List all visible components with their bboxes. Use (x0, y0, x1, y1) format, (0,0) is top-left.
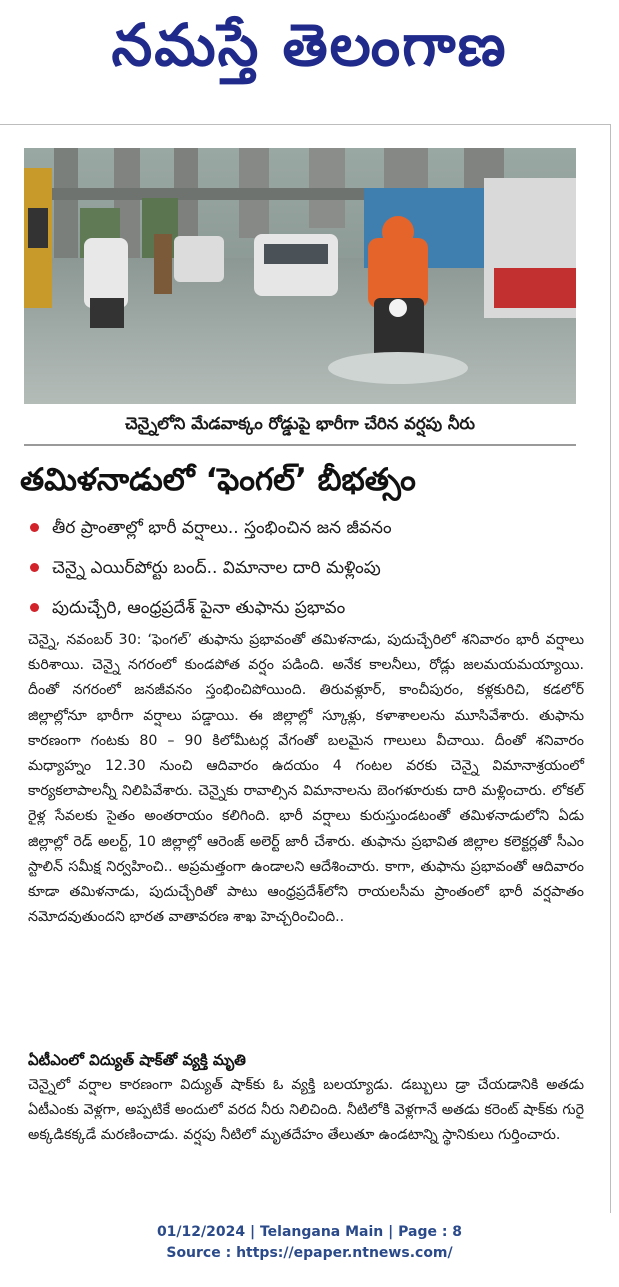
masthead (0, 0, 619, 112)
article-body: చెన్నై, నవంబర్ 30: ‘ఫెంగల్’ తుఫాను ప్రభావంతో తమిళనాడు, పుదుచ్చేరిలో శనివారం భారీ వర్షాలు కురిశాయి. చెన్నై నగరంలో కుండపోత వర్షం పడింది. అనేక కాలనీలు, రోడ్లు జలమయమయ్యాయి. దీంతో నగరంలో జనజీవనం స్తంభించిపోయింది. తిరువళ్లూర్, కాంచీపురం, కళ్లకురిచి, కడలోర్ జిల్లాల్లోనూ భారీగా వర్షాలు పడ్డాయి. ఈ జిల్లాల్లో స్కూళ్లు, కళాశాలలను మూసివేశారు. తుఫాను కారణంగా గంటకు 80 – 90 కిలోమీటర్ల వేగంతో బలమైన గాలులు వీచాయి. దీంతో శనివారం మధ్యాహ్నం 12.30 నుంచి ఆదివారం ఉదయం 4 గంటల వరకు చెన్నై విమానాశ్రయంలో కార్యకలాపాలన్నీ నిలిపివేశారు. చెన్నైకు రావాల్సిన విమానాలను బెంగళూరుకు దారి మళ్లించారు. లోకల్ రైళ్ల సేవలకు సైతం అంతరాయం కలిగింది. భారీ వర్షాలు కురుస్తుండటంతో తమిళనాడులోని ఏడు జిల్లాల్లో రెడ్ అలర్ట్, 10 జిల్లాల్లో ఆరెంజ్ అలెర్ట్ జారీ చేశారు. తుఫాను ప్రభావిత జిల్లాల కలెక్టర్లతో సీఎం స్టాలిన్ సమీక్ష నిర్వహించి.. అప్రమత్తంగా ఉండాలని ఆదేశించారు. కాగా, తుఫాను ప్రభావంతో ఆదివారం కూడా తమిళనాడు, పుదుచ్చేరితో పాటు ఆంధ్రప్రదేశ్‌లోని రాయలసీమ ప్రాంతంలో భారీ వర్షపాతం నమోదవుతుందని భారత వాతావరణ శాఖ హెచ్చరించింది.. (28, 632, 584, 926)
bullet-icon (30, 603, 39, 612)
highlight-item (28, 548, 588, 588)
highlights-list (28, 508, 588, 628)
highlight-text: పుదుచ్చేరి, ఆంధ్రప్రదేశ్ పైనా తుఫాను ప్రభావం (52, 598, 346, 618)
highlight-item (28, 508, 588, 548)
photo-caption: చెన్నైలోని మేడవాక్కం రోడ్డుపై భారీగా చేరిన వర్షపు నీరు (24, 404, 576, 446)
bullet-icon (30, 563, 39, 572)
page-footer (0, 1222, 619, 1264)
edition-info: 01/12/2024 | Telangana Main | Page : 8 (156, 1224, 463, 1240)
highlight-text: చెన్నై ఎయిర్‌పోర్టు బంద్.. విమానాల దారి మళ్లింపు (52, 558, 381, 578)
article-body-secondary: చెన్నైలో వర్షాల కారణంగా విద్యుత్ షాక్‌కు ఓ వ్యక్తి బలయ్యాడు. డబ్బులు డ్రా చేయడానికి అతడు ఏటీఎంకు వెళ్లగా, అప్పటికే అందులో వరద నీరు నిలిచింది. నీటిలోకి వెళ్లగానే అతడు కరెంట్ షాక్‌కు గురై అక్కడికక్కడే మరణించాడు. వర్షపు నీటిలో మృతదేహం తేలుతూ ఉండటాన్ని స్థానికులు గుర్తించారు. (28, 1077, 584, 1144)
bullet-icon (30, 523, 39, 532)
article-subheading: ఏటీఎంలో విద్యుత్ షాక్‌తో వ్యక్తి మృతి (28, 1051, 246, 1069)
news-photo (24, 148, 576, 404)
flooded-road-photo (24, 148, 576, 404)
source-link[interactable]: Source : https://epaper.ntnews.com/ (166, 1245, 453, 1261)
highlight-item (28, 588, 588, 628)
article-headline: తమిళనాడులో ‘ఫెంగల్’ బీభత్సం (20, 462, 416, 498)
highlight-text: తీర ప్రాంతాల్లో భారీ వర్షాలు.. స్తంభించిన జన జీవనం (52, 518, 392, 538)
masthead-title: నమస్తే తెలంగాణ (111, 11, 508, 79)
